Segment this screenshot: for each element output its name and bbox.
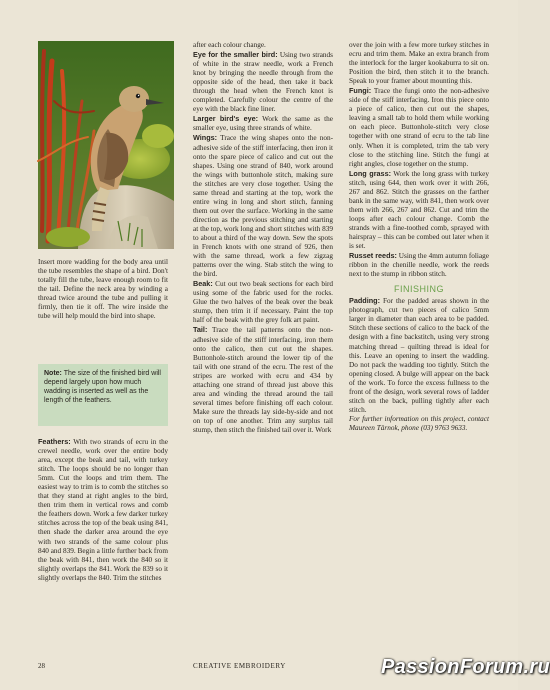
body-paragraph: Insert more wadding for the body area until the tube resembles the shape of a bird. Don't totally fill the tube, leave enough room to fit the tail. Define the neck area by winding a thread twice around the tube and pulling it firmly, then tie it off. The wire inside the tube will help mould the bird into shape. — [38, 258, 168, 321]
beak-text: Cut out two beak sections for each bird using some of the fabric used for the rocks. Glue the two halves of the beak over the beak stump, then trim it if necessary. Paint the top half of the beak with the grey folk art paint. — [193, 280, 333, 325]
padding-text: For the padded areas shown in the photograph, cut two pieces of calico 5mm larger in diameter than each area to be padded. Stitch these sections of calico to the back of the design with a fine backstitch, using very strong matching thread – quilting thread is ideal for this. Leave an opening to insert the wadding. Do not pack the wadding too tightly. Stitch the opening closed. A bulge will appear on the back of the work. To force the excess fullness to the front of the design, work several rows of ladder stitch on the back, pulling tightly after each stitch. — [349, 297, 490, 414]
grass-text: Work the long grass with turkey stitch, using 644, then work over it with 266, 267 and 862. Stitch the grasses on the farther bank in the same way, with 841, then work over them with 266, 267 and 862. Cut and trim the loops after each colour change. Comb the strands with a fine-toothed comb, sprayed with hairspray – this can be combed out later when it is set. — [349, 169, 490, 251]
feathers-label: Feathers: — [38, 437, 71, 446]
wings-text: Trace the wing shapes onto the non-adhesive side of the stiff interfacing, then iron it onto the spare piece of calico and cut out the shapes. Using one strand of 840, work around the wings with buttonhole stitch, making sure the stitches are very close together. Using the same thread and starting at the top, work the entire wing in long and short stitch, fanning them out over the surface. Working in the same direction as the previous stitching and starting at the top, work long and short stitches with 839 to about a third of the way down. Sew the spots in French knots with one strand of 926, then with the same thread, work a few zigzag patterns over the wing. Stab stitch the wing to the bird. — [193, 134, 334, 279]
fungi-paragraph — [349, 86, 489, 168]
tail-label: Tail: — [193, 325, 208, 335]
column-3 — [349, 41, 489, 433]
feathers-text: With two strands of ecru in the crewel needle, work over the entire body area, except the beak and tail, with turkey stitch. The loops should be no longer than 5mm. Cut the loops and trim them. The easiest way to trim is to comb the stitches so that they stand at right angles to the bird, then trim them in vertical rows and comb the feathers down. Work a few darker turkey stitches across the top of the beak using 841, then shade the darker area around the eye with two strands of the same colour plus 840 and 839. Begin a little further back from the beak with 841, then work the 840 so it slightly overlaps the 841. Work the 839 so it slightly overlaps the 840. Trim the stitches — [38, 438, 168, 582]
continuation-text: over the join with a few more turkey stitches in ecru and trim them. Make an extra branch from the interlock for the larger kookaburra to sit on. Position the bird, then stitch it to the branch. Speak to your framer about mounting this. — [349, 41, 489, 86]
eye-large-text: Work the same as the smaller eye, using three strands of white. — [193, 115, 334, 133]
eye-small-label: Eye for the smaller bird: — [193, 50, 278, 60]
wings-paragraph — [193, 133, 333, 279]
note-label: Note: — [44, 370, 62, 377]
finishing-heading: FINISHING — [393, 284, 444, 295]
feathers-paragraph — [38, 437, 168, 583]
watermark: PassionForum.ru — [381, 656, 550, 678]
eye-small-text: Using two strands of white in the straw needle, work a French knot by bringing the needle through from the opposite side of the head, then take it back through the head when the French knot is completed. Carefully colour the centre of the eye with the black fine liner. — [193, 51, 333, 114]
beak-label: Beak: — [193, 279, 213, 289]
padding-label: Padding: — [349, 296, 381, 306]
note-text: The size of the finished bird will depend largely upon how much wadding is inserted as well as the length of the feathers. — [44, 370, 161, 404]
russet-label: Russet reeds: — [349, 251, 397, 261]
tail-text: Trace the tail patterns onto the non-adhesive side of the stiff interfacing, iron them onto the calico, then cut out the shapes. Buttonhole-stitch around the lower tip of the tail with one strand of the ecru. The rest of the stripes are worked with ecru and 434 by attaching one strand of thread just above this area and winding the thread around the tail several times before finishing off each colour. Make sure the threads lay side-by-side and not on top of one another. Trim any surplus tail stump, then stitch the finished tail over it. Work — [193, 326, 333, 434]
fungi-text: Trace the fungi onto the non-adhesive side of the stiff interfacing. Iron this piece onto a piece of calico, then cut out the shapes, leaving a small tab to hold them while working on each piece. Buttonhole-stitch very close together with one strand of ecru to the tab line only. When it is completed, trim the tab very close to the stitching line. Stitch the fungi at right angles, close together on the stump. — [349, 87, 489, 168]
embroidered-bird-photo — [38, 41, 174, 249]
grass-label: Long grass: — [349, 168, 392, 178]
credit-note: For further information on this project, contact Maureen Tärnok, phone (03) 9763 9633. — [349, 414, 489, 432]
note-box — [38, 364, 168, 426]
padding-paragraph — [349, 296, 489, 415]
wings-label: Wings: — [193, 133, 218, 143]
page-number: 28 — [38, 662, 45, 670]
column-1 — [38, 258, 168, 321]
tail-paragraph — [193, 325, 333, 435]
magazine-name: CREATIVE EMBROIDERY — [193, 662, 286, 670]
grass-paragraph — [349, 169, 489, 251]
eye-large-label: Larger bird's eye: — [193, 114, 259, 124]
eye-large-paragraph — [193, 114, 333, 133]
russet-text: Using the 4mm autumn foliage ribbon in the chenille needle, work the reeds next to the stump in ribbon stitch. — [349, 252, 489, 279]
beak-paragraph — [193, 279, 333, 325]
eye-small-paragraph — [193, 50, 333, 114]
russet-paragraph — [349, 251, 489, 279]
fungi-label: Fungi: — [349, 86, 372, 96]
continuation-text: after each colour change. — [193, 41, 266, 49]
column-2 — [193, 41, 333, 435]
column-1-lower — [38, 437, 168, 583]
